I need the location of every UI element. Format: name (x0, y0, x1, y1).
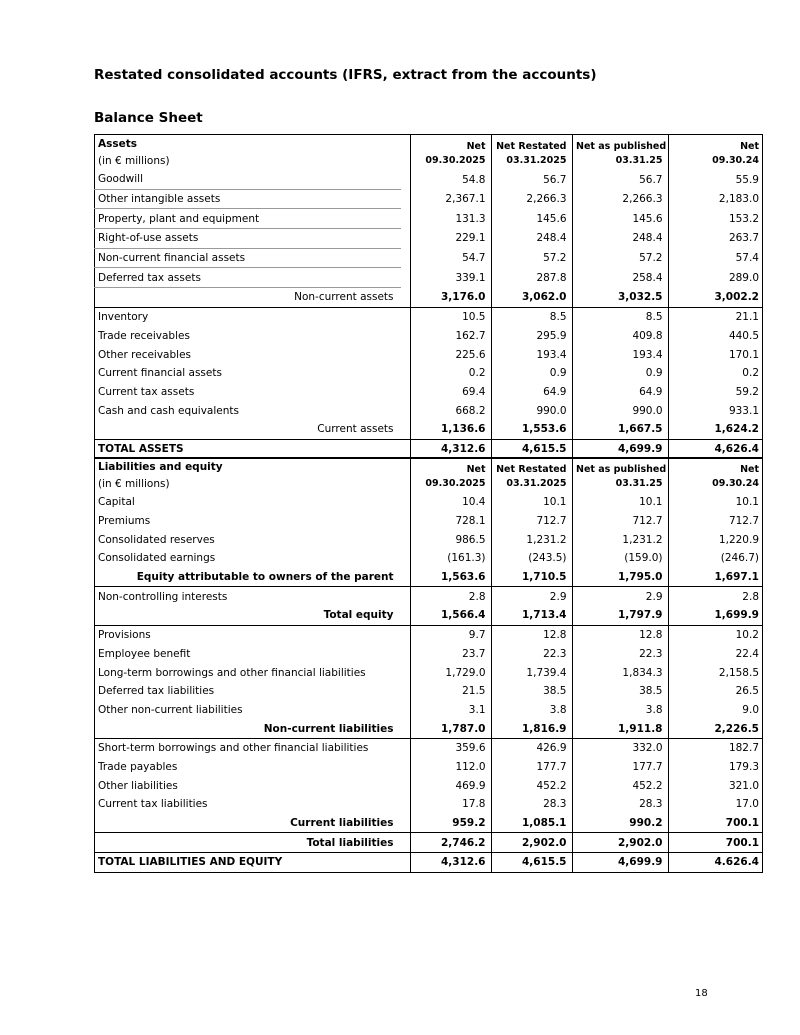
liabilities-table (94, 457, 763, 873)
liabilities-header-label: Liabilities and equity (in € millions) (95, 458, 401, 494)
table-row-total-equity (95, 606, 763, 625)
cell-value: 12.8 (573, 625, 666, 644)
cell-value: (161.3) (411, 549, 489, 568)
cell-value: 182.7 (669, 738, 763, 757)
table-row-trade-receivables (95, 327, 763, 346)
liabilities-col-3: Net as published 03.31.25 (573, 458, 666, 494)
cell-value: 10.1 (669, 493, 763, 512)
cell-value: 2,367.1 (411, 189, 489, 209)
cell-value: 0.9 (573, 364, 666, 383)
row-label: Current tax liabilities (95, 795, 401, 814)
cell-value: 0.2 (411, 364, 489, 383)
row-label: Equity attributable to owners of the parent (95, 568, 401, 587)
cell-value: 990.0 (492, 401, 570, 420)
cell-value: 986.5 (411, 530, 489, 549)
row-label: Premiums (95, 512, 401, 531)
page-title: Restated consolidated accounts (IFRS, extract from the accounts) (94, 67, 597, 83)
table-row-non-current-liabilities (95, 719, 763, 738)
cell-value: 700.1 (669, 814, 763, 833)
cell-value: 1,797.9 (573, 606, 666, 625)
cell-value: 2.8 (411, 587, 489, 606)
cell-value: 54.7 (411, 248, 489, 268)
cell-value: 4,699.9 (573, 439, 666, 459)
cell-value: 700.1 (669, 833, 763, 853)
cell-value: 17.0 (669, 795, 763, 814)
cell-value: 1,136.6 (411, 420, 489, 439)
table-row-capital (95, 493, 763, 512)
cell-value: 321.0 (669, 776, 763, 795)
cell-value: 712.7 (492, 512, 570, 531)
row-label: Other intangible assets (95, 189, 401, 209)
row-label: Consolidated reserves (95, 530, 401, 549)
cell-value: 69.4 (411, 383, 489, 402)
row-label: Non-current assets (95, 288, 401, 308)
cell-value: 10.1 (573, 493, 666, 512)
table-row-provisions (95, 625, 763, 644)
liabilities-col-2: Net Restated 03.31.2025 (492, 458, 570, 494)
cell-value: 1,566.4 (411, 606, 489, 625)
cell-value: 3,032.5 (573, 288, 666, 308)
cell-value: 3,062.0 (492, 288, 570, 308)
table-row-employee-benefit (95, 645, 763, 664)
liabilities-col-4: Net 09.30.24 (669, 458, 763, 494)
row-label: Provisions (95, 625, 401, 644)
cell-value: 153.2 (669, 209, 763, 229)
cell-value: 56.7 (573, 170, 666, 189)
table-row-consolidated-earnings (95, 549, 763, 568)
row-label: Total equity (95, 606, 401, 625)
row-label: Current financial assets (95, 364, 401, 383)
row-label: Capital (95, 493, 401, 512)
assets-rows (95, 170, 763, 459)
cell-value: 359.6 (411, 738, 489, 757)
cell-value: 1,713.4 (492, 606, 570, 625)
cell-value: 145.6 (492, 209, 570, 229)
table-row-current-tax-assets (95, 383, 763, 402)
cell-value: 2,266.3 (573, 189, 666, 209)
table-row-non-current-assets (95, 288, 763, 308)
table-row-total-liabilities (95, 833, 763, 853)
cell-value: 22.3 (492, 645, 570, 664)
row-label: Other receivables (95, 345, 401, 364)
cell-value: 2,226.5 (669, 719, 763, 738)
cell-value: 1,231.2 (492, 530, 570, 549)
cell-value: 2,746.2 (411, 833, 489, 853)
cell-value: 170.1 (669, 345, 763, 364)
cell-value: 0.2 (669, 364, 763, 383)
cell-value: 4,312.6 (411, 853, 489, 873)
cell-value: 1,085.1 (492, 814, 570, 833)
assets-col-2: Net Restated 03.31.2025 (492, 135, 570, 171)
cell-value: 3,176.0 (411, 288, 489, 308)
cell-value: 21.5 (411, 682, 489, 701)
table-row-current-tax-liabilities (95, 795, 763, 814)
cell-value: 1,710.5 (492, 568, 570, 587)
row-label: Property, plant and equipment (95, 209, 401, 229)
cell-value: 1,739.4 (492, 663, 570, 682)
row-label: Other non-current liabilities (95, 701, 401, 720)
cell-value: 17.8 (411, 795, 489, 814)
cell-value: 332.0 (573, 738, 666, 757)
cell-value: 1,563.6 (411, 568, 489, 587)
cell-value: 339.1 (411, 268, 489, 288)
cell-value: 64.9 (573, 383, 666, 402)
cell-value: 712.7 (573, 512, 666, 531)
cell-value: 177.7 (492, 758, 570, 777)
table-row-long-term-borrowings-and-other-financial-liabilities (95, 663, 763, 682)
cell-value: 131.3 (411, 209, 489, 229)
cell-value: 21.1 (669, 307, 763, 326)
row-label: Non-current liabilities (95, 719, 401, 738)
cell-value: 248.4 (573, 229, 666, 249)
cell-value: 440.5 (669, 327, 763, 346)
cell-value: 4,699.9 (573, 853, 666, 873)
row-label: Current tax assets (95, 383, 401, 402)
cell-value: 10.5 (411, 307, 489, 326)
table-row-current-financial-assets (95, 364, 763, 383)
cell-value: 145.6 (573, 209, 666, 229)
cell-value: 4,615.5 (492, 439, 570, 459)
table-row-non-controlling-interests (95, 587, 763, 606)
cell-value: 289.0 (669, 268, 763, 288)
table-row-total-liabilities-and-equity (95, 853, 763, 873)
cell-value: 1,816.9 (492, 719, 570, 738)
row-label: Trade receivables (95, 327, 401, 346)
row-label: Non-current financial assets (95, 248, 401, 268)
cell-value: (246.7) (669, 549, 763, 568)
cell-value: 38.5 (573, 682, 666, 701)
assets-col-4: Net 09.30.24 (669, 135, 763, 171)
cell-value: 1,729.0 (411, 663, 489, 682)
cell-value: 162.7 (411, 327, 489, 346)
cell-value: 1,911.8 (573, 719, 666, 738)
cell-value: 9.7 (411, 625, 489, 644)
liabilities-col-1: Net 09.30.2025 (411, 458, 489, 494)
cell-value: 22.4 (669, 645, 763, 664)
cell-value: 38.5 (492, 682, 570, 701)
cell-value: 2,902.0 (492, 833, 570, 853)
cell-value: 933.1 (669, 401, 763, 420)
cell-value: 2,266.3 (492, 189, 570, 209)
row-label: Cash and cash equivalents (95, 401, 401, 420)
cell-value: 0.9 (492, 364, 570, 383)
cell-value: 295.9 (492, 327, 570, 346)
cell-value: 22.3 (573, 645, 666, 664)
cell-value: 9.0 (669, 701, 763, 720)
row-label: TOTAL LIABILITIES AND EQUITY (95, 853, 401, 873)
cell-value: 28.3 (492, 795, 570, 814)
cell-value: 990.2 (573, 814, 666, 833)
cell-value: 55.9 (669, 170, 763, 189)
cell-value: 57.2 (573, 248, 666, 268)
assets-header-label: Assets (in € millions) (95, 135, 401, 171)
table-row-other-receivables (95, 345, 763, 364)
cell-value: 1,795.0 (573, 568, 666, 587)
cell-value: 57.4 (669, 248, 763, 268)
cell-value: 1,787.0 (411, 719, 489, 738)
cell-value: 28.3 (573, 795, 666, 814)
table-row-deferred-tax-assets (95, 268, 763, 288)
cell-value: 4,626.4 (669, 439, 763, 459)
cell-value: 12.8 (492, 625, 570, 644)
row-label: Current liabilities (95, 814, 401, 833)
cell-value: 1,553.6 (492, 420, 570, 439)
table-row-current-liabilities (95, 814, 763, 833)
cell-value: 8.5 (492, 307, 570, 326)
cell-value: 287.8 (492, 268, 570, 288)
cell-value: 112.0 (411, 758, 489, 777)
cell-value: (243.5) (492, 549, 570, 568)
row-label: Short-term borrowings and other financial liabilities (95, 738, 401, 757)
cell-value: 10.1 (492, 493, 570, 512)
table-row-other-liabilities (95, 776, 763, 795)
cell-value: 59.2 (669, 383, 763, 402)
table-row-consolidated-reserves (95, 530, 763, 549)
cell-value: 4,312.6 (411, 439, 489, 459)
table-row-cash-and-cash-equivalents (95, 401, 763, 420)
cell-value: 959.2 (411, 814, 489, 833)
row-label: Deferred tax assets (95, 268, 401, 288)
cell-value: 2,158.5 (669, 663, 763, 682)
row-label: TOTAL ASSETS (95, 439, 401, 459)
cell-value: 4,615.5 (492, 853, 570, 873)
table-row-deferred-tax-liabilities (95, 682, 763, 701)
cell-value: 2.8 (669, 587, 763, 606)
cell-value: 469.9 (411, 776, 489, 795)
cell-value: 712.7 (669, 512, 763, 531)
cell-value: 1,697.1 (669, 568, 763, 587)
table-row-non-current-financial-assets (95, 248, 763, 268)
cell-value: (159.0) (573, 549, 666, 568)
cell-value: 10.2 (669, 625, 763, 644)
cell-value: 1,220.9 (669, 530, 763, 549)
row-label: Consolidated earnings (95, 549, 401, 568)
cell-value: 2.9 (573, 587, 666, 606)
cell-value: 229.1 (411, 229, 489, 249)
cell-value: 426.9 (492, 738, 570, 757)
cell-value: 1,834.3 (573, 663, 666, 682)
cell-value: 1,699.9 (669, 606, 763, 625)
cell-value: 3,002.2 (669, 288, 763, 308)
table-row-short-term-borrowings-and-other-financial-liabilities (95, 738, 763, 757)
row-label: Deferred tax liabilities (95, 682, 401, 701)
table-row-equity-attributable-to-owners-of-the-parent (95, 568, 763, 587)
cell-value: 668.2 (411, 401, 489, 420)
cell-value: 990.0 (573, 401, 666, 420)
table-row-premiums (95, 512, 763, 531)
table-row-trade-payables (95, 758, 763, 777)
cell-value: 23.7 (411, 645, 489, 664)
row-label: Non-controlling interests (95, 587, 401, 606)
cell-value: 225.6 (411, 345, 489, 364)
cell-value: 258.4 (573, 268, 666, 288)
cell-value: 10.4 (411, 493, 489, 512)
cell-value: 8.5 (573, 307, 666, 326)
table-row-property-plant-and-equipment (95, 209, 763, 229)
row-label: Other liabilities (95, 776, 401, 795)
table-row-right-of-use-assets (95, 229, 763, 249)
page-number: 18 (695, 988, 708, 999)
assets-table (94, 134, 763, 459)
assets-col-1: Net 09.30.2025 (411, 135, 489, 171)
cell-value: 452.2 (573, 776, 666, 795)
row-label: Goodwill (95, 170, 401, 189)
cell-value: 193.4 (573, 345, 666, 364)
cell-value: 1,624.2 (669, 420, 763, 439)
cell-value: 263.7 (669, 229, 763, 249)
row-label: Long-term borrowings and other financial liabilities (95, 663, 401, 682)
cell-value: 193.4 (492, 345, 570, 364)
cell-value: 1,667.5 (573, 420, 666, 439)
table-row-other-intangible-assets (95, 189, 763, 209)
cell-value: 1,231.2 (573, 530, 666, 549)
cell-value: 57.2 (492, 248, 570, 268)
cell-value: 409.8 (573, 327, 666, 346)
cell-value: 56.7 (492, 170, 570, 189)
row-label: Current assets (95, 420, 401, 439)
liabilities-rows (95, 493, 763, 872)
cell-value: 3.8 (492, 701, 570, 720)
cell-value: 2.9 (492, 587, 570, 606)
cell-value: 3.1 (411, 701, 489, 720)
cell-value: 452.2 (492, 776, 570, 795)
cell-value: 26.5 (669, 682, 763, 701)
cell-value: 64.9 (492, 383, 570, 402)
row-label: Inventory (95, 307, 401, 326)
cell-value: 3.8 (573, 701, 666, 720)
table-row-goodwill (95, 170, 763, 189)
table-row-current-assets (95, 420, 763, 439)
cell-value: 728.1 (411, 512, 489, 531)
section-title: Balance Sheet (94, 110, 203, 126)
table-row-total-assets (95, 439, 763, 459)
row-label: Trade payables (95, 758, 401, 777)
assets-col-3: Net as published 03.31.25 (573, 135, 666, 171)
cell-value: 248.4 (492, 229, 570, 249)
cell-value: 179.3 (669, 758, 763, 777)
cell-value: 4.626.4 (669, 853, 763, 873)
row-label: Total liabilities (95, 833, 401, 853)
cell-value: 177.7 (573, 758, 666, 777)
cell-value: 54.8 (411, 170, 489, 189)
row-label: Right-of-use assets (95, 229, 401, 249)
cell-value: 2,902.0 (573, 833, 666, 853)
cell-value: 2,183.0 (669, 189, 763, 209)
row-label: Employee benefit (95, 645, 401, 664)
table-row-other-non-current-liabilities (95, 701, 763, 720)
table-row-inventory (95, 307, 763, 326)
